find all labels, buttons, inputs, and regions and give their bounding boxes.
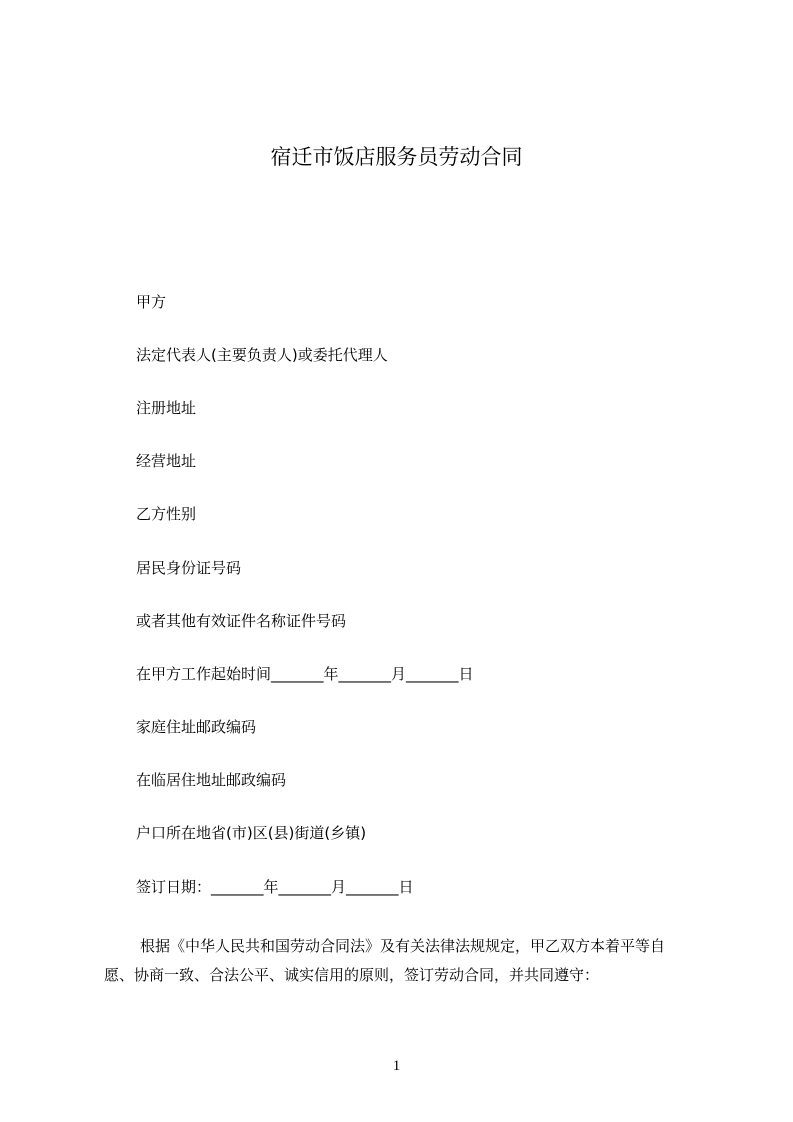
field-other-id: 或者其他有效证件名称证件号码	[136, 612, 347, 630]
field-legal-representative: 法定代表人(主要负责人)或委托代理人	[136, 346, 388, 364]
intro-paragraph	[104, 932, 724, 990]
page-number: 1	[392, 1058, 401, 1074]
field-start-date: 在甲方工作起始时间_______年_______月_______日	[136, 665, 474, 683]
field-temp-postcode: 在临居住地址邮政编码	[136, 771, 287, 789]
field-signing-date: 签订日期：_______年_______月_______日	[136, 878, 414, 896]
document-title: 宿迁市饭店服务员劳动合同	[270, 145, 523, 169]
field-household-registration: 户口所在地省(市)区(县)街道(乡镇)	[136, 824, 367, 842]
intro-paragraph-line-2: 愿、协商一致、合法公平、诚实信用的原则，签订劳动合同，并共同遵守：	[104, 966, 600, 984]
field-home-postcode: 家庭住址邮政编码	[136, 718, 257, 736]
field-business-address: 经营地址	[136, 452, 197, 470]
field-party-a: 甲方	[136, 293, 167, 311]
intro-paragraph-line-1: 根据《中华人民共和国劳动合同法》及有关法律法规规定，甲乙双方本着平等自	[140, 937, 666, 955]
field-id-number: 居民身份证号码	[136, 559, 242, 577]
field-party-b-gender: 乙方性别	[136, 505, 197, 523]
field-registered-address: 注册地址	[136, 399, 197, 417]
